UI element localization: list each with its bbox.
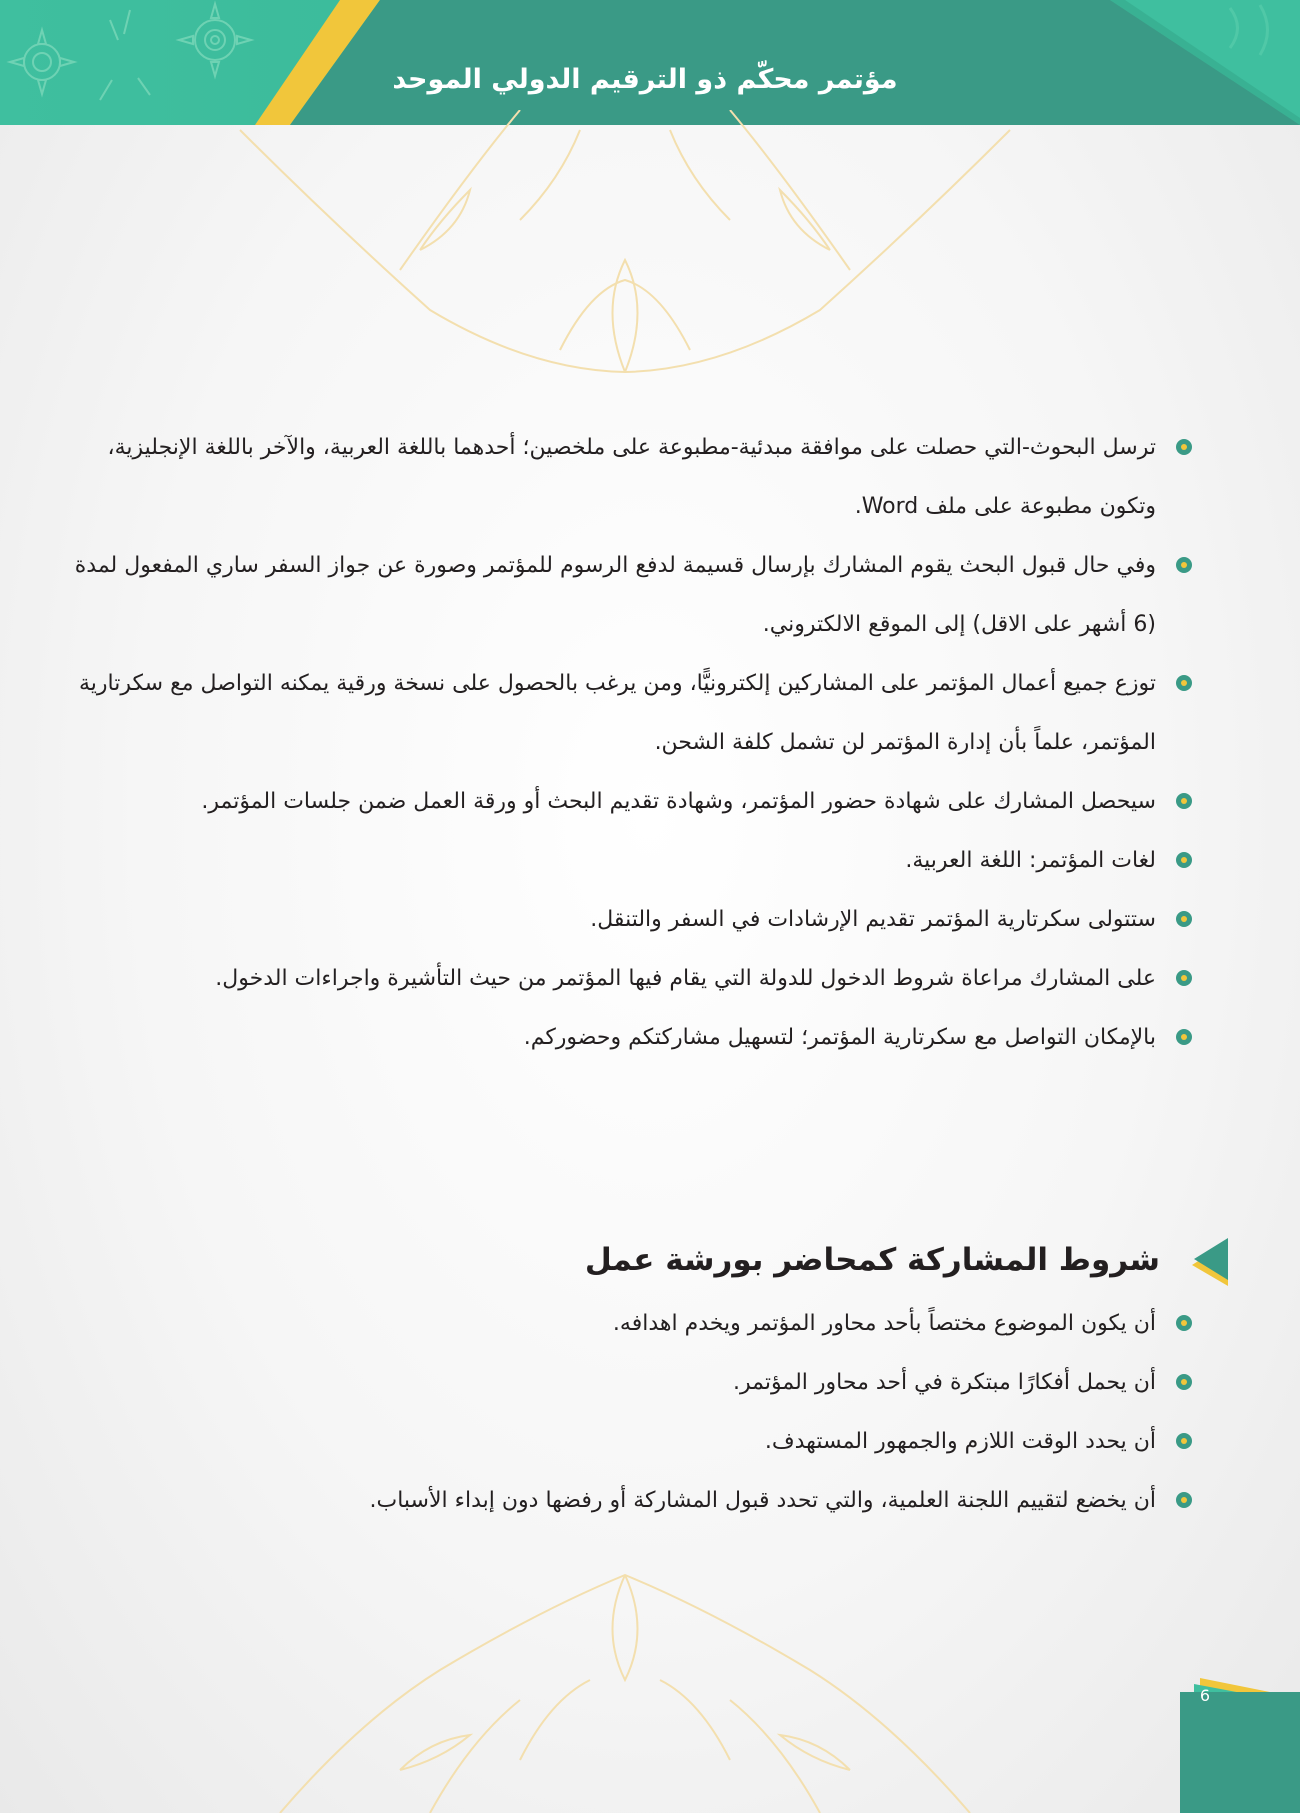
workshop-conditions-list (70, 1294, 1170, 1530)
list-item-text: سيحصل المشارك على شهادة حضور المؤتمر، وشهادة تقديم البحث أو ورقة العمل ضمن جلسات المؤتمر. (201, 789, 1156, 814)
list-item (70, 831, 1170, 890)
list-item (70, 1471, 1170, 1530)
list-item (70, 772, 1170, 831)
list-item (70, 1008, 1170, 1067)
bullet-icon (1176, 557, 1192, 573)
list-item-text: أن يخضع لتقييم اللجنة العلمية، والتي تحدد قبول المشاركة أو رفضها دون إبداء الأسباب. (369, 1488, 1156, 1513)
header-title: مؤتمر محكّم ذو الترقيم الدولي الموحد (392, 64, 898, 95)
list-item-text: على المشارك مراعاة شروط الدخول للدولة التي يقام فيها المؤتمر من حيث التأشيرة واجراءات الدخول. (215, 966, 1156, 991)
bullet-icon (1176, 852, 1192, 868)
bullet-icon (1176, 1315, 1192, 1331)
list-item (70, 949, 1170, 1008)
bullet-icon (1176, 675, 1192, 691)
list-item (70, 1353, 1170, 1412)
list-item (70, 1294, 1170, 1353)
list-item (70, 536, 1170, 654)
list-item-text: ستتولى سكرتارية المؤتمر تقديم الإرشادات في السفر والتنقل. (590, 907, 1156, 932)
bullet-icon (1176, 911, 1192, 927)
workshop-section-heading: شروط المشاركة كمحاضر بورشة عمل (584, 1242, 1160, 1278)
list-item (70, 418, 1170, 536)
list-item (70, 1412, 1170, 1471)
section-marker-icon (1190, 1236, 1230, 1288)
bullet-icon (1176, 1374, 1192, 1390)
page-number: 6 (1199, 1686, 1211, 1705)
list-item-text: ترسل البحوث-التي حصلت على موافقة مبدئية-مطبوعة على ملخصين؛ أحدهما باللغة العربية، والآخر باللغة الإنجليزية، وتكون مطبوعة على ملف Word. (107, 435, 1156, 519)
list-item (70, 654, 1170, 772)
list-item-text: أن يحدد الوقت اللازم والجمهور المستهدف. (764, 1429, 1156, 1454)
bullet-icon (1176, 439, 1192, 455)
bullet-icon (1176, 970, 1192, 986)
general-conditions-list (70, 418, 1170, 1067)
list-item-text: توزع جميع أعمال المؤتمر على المشاركين إلكترونيًّا، ومن يرغب بالحصول على نسخة ورقية يمكنه التواصل مع سكرتارية المؤتمر، علماً بأن إدارة المؤتمر لن تشمل كلفة الشحن. (78, 671, 1156, 755)
bullet-icon (1176, 1029, 1192, 1045)
list-item-text: وفي حال قبول البحث يقوم المشارك بإرسال قسيمة لدفع الرسوم للمؤتمر وصورة عن جواز السفر ساري المفعول لمدة (6 أشهر على الاقل) إلى الموقع الالكتروني. (74, 553, 1156, 637)
list-item-text: بالإمكان التواصل مع سكرتارية المؤتمر؛ لتسهيل مشاركتكم وحضوركم. (523, 1025, 1156, 1050)
bullet-icon (1176, 1433, 1192, 1449)
list-item (70, 890, 1170, 949)
list-item-text: أن يكون الموضوع مختصاً بأحد محاور المؤتمر ويخدم اهدافه. (612, 1311, 1156, 1336)
bullet-icon (1176, 1492, 1192, 1508)
list-item-text: لغات المؤتمر: اللغة العربية. (905, 848, 1156, 873)
list-item-text: أن يحمل أفكارًا مبتكرة في أحد محاور المؤتمر. (733, 1370, 1156, 1395)
bullet-icon (1176, 793, 1192, 809)
